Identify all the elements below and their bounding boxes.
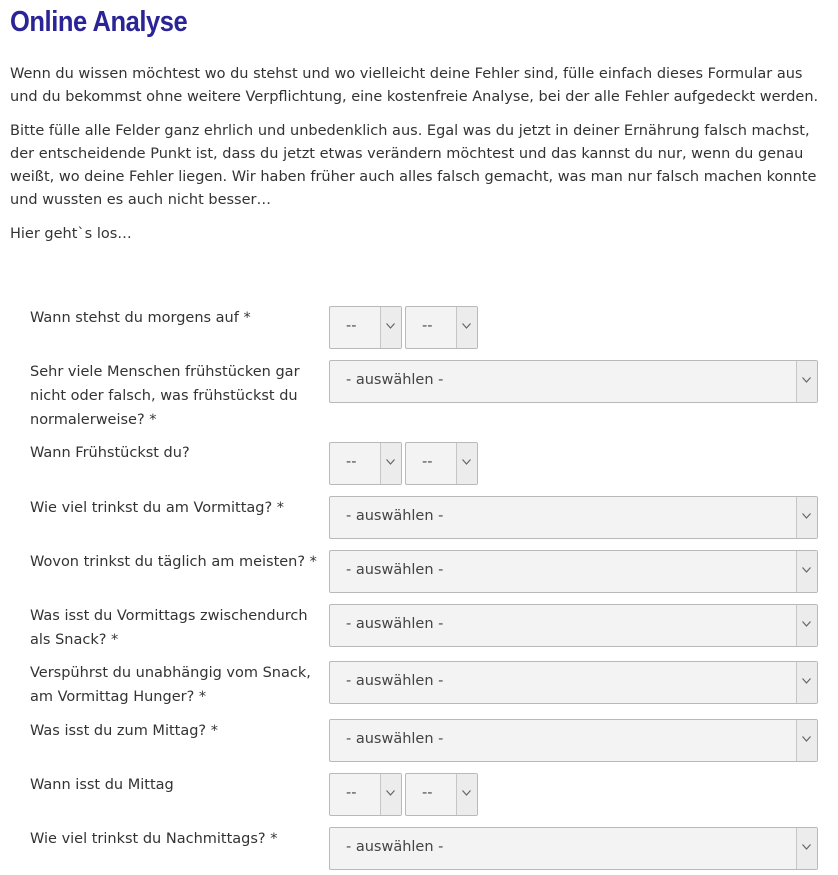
select-wrapper bbox=[329, 550, 818, 593]
morning-hunger-select[interactable] bbox=[329, 661, 818, 704]
hour-select[interactable] bbox=[329, 442, 402, 485]
intro-paragraph-3: Hier geht`s los… bbox=[10, 226, 132, 242]
select-value: - auswählen - bbox=[346, 372, 444, 388]
minute-value: -- bbox=[422, 318, 433, 334]
field-label: Was isst du zum Mittag? * bbox=[30, 723, 218, 739]
select-value: - auswählen - bbox=[346, 673, 444, 689]
select-wrapper bbox=[329, 827, 818, 870]
breakfast-type-select[interactable] bbox=[329, 360, 818, 403]
chevron-down-icon bbox=[380, 307, 401, 348]
intro-paragraph-1: Wenn du wissen möchtest wo du stehst und wo vielleicht deine Fehler sind, fülle einfach dieses Formular aus und du bekommst ohne weitere Verpflichtung, eine kostenfreie Analyse, bei der alle Fehler aufgedeckt werden. bbox=[10, 66, 819, 105]
field-label: Wann isst du Mittag bbox=[30, 777, 174, 793]
select-wrapper bbox=[329, 719, 818, 762]
time-select-group bbox=[329, 306, 478, 349]
chevron-down-icon bbox=[796, 828, 817, 869]
field-label: Wann stehst du morgens auf * bbox=[30, 310, 251, 326]
minute-value: -- bbox=[422, 454, 433, 470]
hour-value: -- bbox=[346, 785, 357, 801]
chevron-down-icon bbox=[380, 774, 401, 815]
lunch-select[interactable] bbox=[329, 719, 818, 762]
afternoon-drink-amount-select[interactable] bbox=[329, 827, 818, 870]
hour-value: -- bbox=[346, 454, 357, 470]
select-value: - auswählen - bbox=[346, 731, 444, 747]
morning-drink-amount-select[interactable] bbox=[329, 496, 818, 539]
field-label: Wie viel trinkst du am Vormittag? * bbox=[30, 500, 285, 516]
minute-value: -- bbox=[422, 785, 433, 801]
hour-select[interactable] bbox=[329, 773, 402, 816]
page-title: Online Analyse bbox=[10, 6, 188, 38]
main-drink-select[interactable] bbox=[329, 550, 818, 593]
chevron-down-icon bbox=[796, 497, 817, 538]
morning-snack-select[interactable] bbox=[329, 604, 818, 647]
chevron-down-icon bbox=[796, 662, 817, 703]
select-wrapper bbox=[329, 496, 818, 539]
chevron-down-icon bbox=[796, 361, 817, 402]
field-label: Wie viel trinkst du Nachmittags? * bbox=[30, 831, 278, 847]
hour-value: -- bbox=[346, 318, 357, 334]
minute-select[interactable] bbox=[405, 442, 478, 485]
minute-select[interactable] bbox=[405, 306, 478, 349]
chevron-down-icon bbox=[456, 443, 477, 484]
field-label: Wovon trinkst du täglich am meisten? * bbox=[30, 554, 317, 570]
chevron-down-icon bbox=[796, 605, 817, 646]
chevron-down-icon bbox=[456, 307, 477, 348]
select-value: - auswählen - bbox=[346, 508, 444, 524]
select-value: - auswählen - bbox=[346, 562, 444, 578]
field-label: Sehr viele Menschen frühstücken gar nicht oder falsch, was frühstückst du normalerweise? * bbox=[30, 364, 300, 428]
field-label: Wann Frühstückst du? bbox=[30, 445, 190, 461]
chevron-down-icon bbox=[456, 774, 477, 815]
select-wrapper bbox=[329, 661, 818, 704]
chevron-down-icon bbox=[796, 720, 817, 761]
select-wrapper bbox=[329, 604, 818, 647]
time-select-group bbox=[329, 773, 478, 816]
select-value: - auswählen - bbox=[346, 616, 444, 632]
minute-select[interactable] bbox=[405, 773, 478, 816]
select-value: - auswählen - bbox=[346, 839, 444, 855]
field-label: Was isst du Vormittags zwischendurch als Snack? * bbox=[30, 608, 308, 648]
select-wrapper bbox=[329, 360, 818, 403]
time-select-group bbox=[329, 442, 478, 485]
chevron-down-icon bbox=[380, 443, 401, 484]
hour-select[interactable] bbox=[329, 306, 402, 349]
field-label: Verspührst du unabhängig vom Snack, am Vormittag Hunger? * bbox=[30, 665, 311, 705]
intro-paragraph-2: Bitte fülle alle Felder ganz ehrlich und unbedenklich aus. Egal was du jetzt in deiner Ernährung falsch machst, der entscheidende Punkt ist, dass du jetzt etwas verändern möchtest und das kannst du nur, wenn du genau weißt, wo deine Fehler liegen. Wir haben früher auch alles falsch gemacht, was man nur falsch machen konnte und wussten es auch nicht besser… bbox=[10, 123, 817, 208]
chevron-down-icon bbox=[796, 551, 817, 592]
